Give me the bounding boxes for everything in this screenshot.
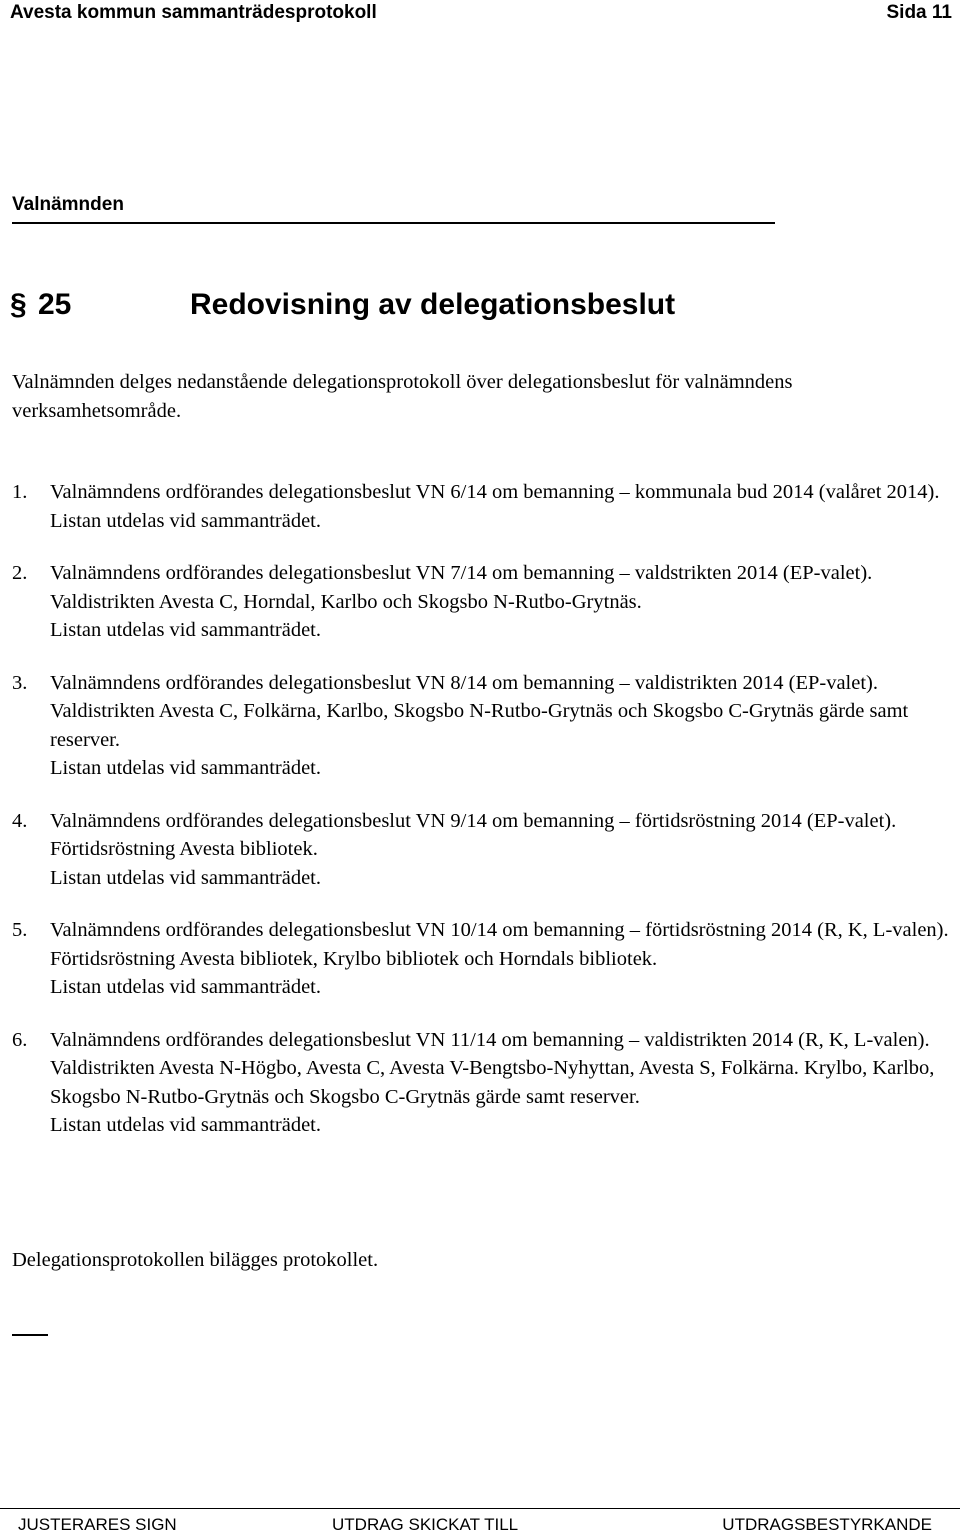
paragraph-sign: § bbox=[10, 288, 27, 321]
list-item-number: 3. bbox=[12, 671, 28, 694]
page-footer bbox=[0, 1515, 960, 1535]
list-item bbox=[12, 669, 952, 783]
list-item-number: 1. bbox=[12, 481, 28, 503]
footer-certification-label: UTDRAGSBESTYRKANDE bbox=[722, 1515, 932, 1534]
list-item-text: Valnämndens ordförandes delegationsbeslut VN 9/14 om bemanning – förtidsröstning 2014 (EP-valet). Förtidsröstning Avesta bibliotek. bbox=[50, 809, 897, 860]
list-item-note: Listan utdelas vid sammanträdet. bbox=[50, 1114, 321, 1136]
footer-signature-label: JUSTERARES SIGN bbox=[18, 1515, 177, 1534]
page-header bbox=[10, 2, 952, 26]
list-item-note: Listan utdelas vid sammanträdet. bbox=[50, 619, 321, 641]
footer-divider bbox=[0, 1508, 960, 1509]
end-rule bbox=[12, 1334, 48, 1336]
list-item-number: 6. bbox=[12, 1028, 28, 1051]
list-item bbox=[12, 1026, 952, 1140]
list-item bbox=[12, 478, 952, 535]
decision-list bbox=[12, 478, 952, 1164]
list-item-note: Listan utdelas vid sammanträdet. bbox=[50, 976, 321, 998]
list-item-text: Valnämndens ordförandes delegationsbeslut VN 11/14 om bemanning – valdistrikten 2014 (R, K, L-valen). Valdistrikten Avesta N-Högbo, Avesta C, Avesta V-Bengtsbo-Nyhyttan, Avesta S, Folkärna. Krylbo, Karlbo, Skogsbo N-Rutbo-Grytnäs och Skogsbo C-Grytnäs gärde samt reserver. bbox=[50, 1028, 935, 1108]
list-item-text: Valnämndens ordförandes delegationsbeslut VN 10/14 om bemanning – förtidsröstning 2014 (R, K, L-valen). Förtidsröstning Avesta bibliotek, Krylbo bibliotek och Horndals bibliotek. bbox=[50, 919, 949, 970]
page-number: Sida 11 bbox=[886, 2, 952, 23]
footer-sent-label: UTDRAG SKICKAT TILL bbox=[332, 1515, 519, 1534]
list-item-text: Valnämndens ordförandes delegationsbeslut VN 7/14 om bemanning – valdstrikten 2014 (EP-valet). Valdistrikten Avesta C, Horndal, Karlbo och Skogsbo N-Rutbo-Grytnäs. bbox=[50, 562, 873, 613]
closing-text: Delegationsprotokollen bilägges protokollet. bbox=[12, 1249, 379, 1271]
list-item-number: 4. bbox=[12, 809, 28, 832]
document-title: Avesta kommun sammanträdesprotokoll bbox=[10, 2, 377, 23]
paragraph-heading: Redovisning av delegationsbeslut bbox=[190, 288, 676, 321]
list-item bbox=[12, 559, 952, 645]
list-item-number: 5. bbox=[12, 919, 28, 941]
list-item bbox=[12, 807, 952, 893]
list-item-text: Valnämndens ordförandes delegationsbeslut VN 6/14 om bemanning – kommunala bud 2014 (valåret 2014). bbox=[50, 481, 940, 503]
list-item bbox=[12, 916, 952, 1002]
section-heading: Valnämnden bbox=[12, 194, 124, 215]
list-item-note: Listan utdelas vid sammanträdet. bbox=[50, 509, 321, 532]
section-divider bbox=[12, 222, 775, 224]
list-item-note: Listan utdelas vid sammanträdet. bbox=[50, 757, 321, 779]
paragraph-number: 25 bbox=[38, 288, 72, 321]
list-item-note: Listan utdelas vid sammanträdet. bbox=[50, 866, 321, 889]
list-item-number: 2. bbox=[12, 562, 28, 584]
intro-text: Valnämnden delges nedanstående delegationsprotokoll över delegationsbeslut för valnämndens verksamhetsområde. bbox=[12, 371, 793, 422]
list-item-text: Valnämndens ordförandes delegationsbeslut VN 8/14 om bemanning – valdistrikten 2014 (EP-valet). Valdistrikten Avesta C, Folkärna, Karlbo, Skogsbo N-Rutbo-Grytnäs och Skogsbo C-Grytnäs gärde samt reserver. bbox=[50, 671, 909, 751]
